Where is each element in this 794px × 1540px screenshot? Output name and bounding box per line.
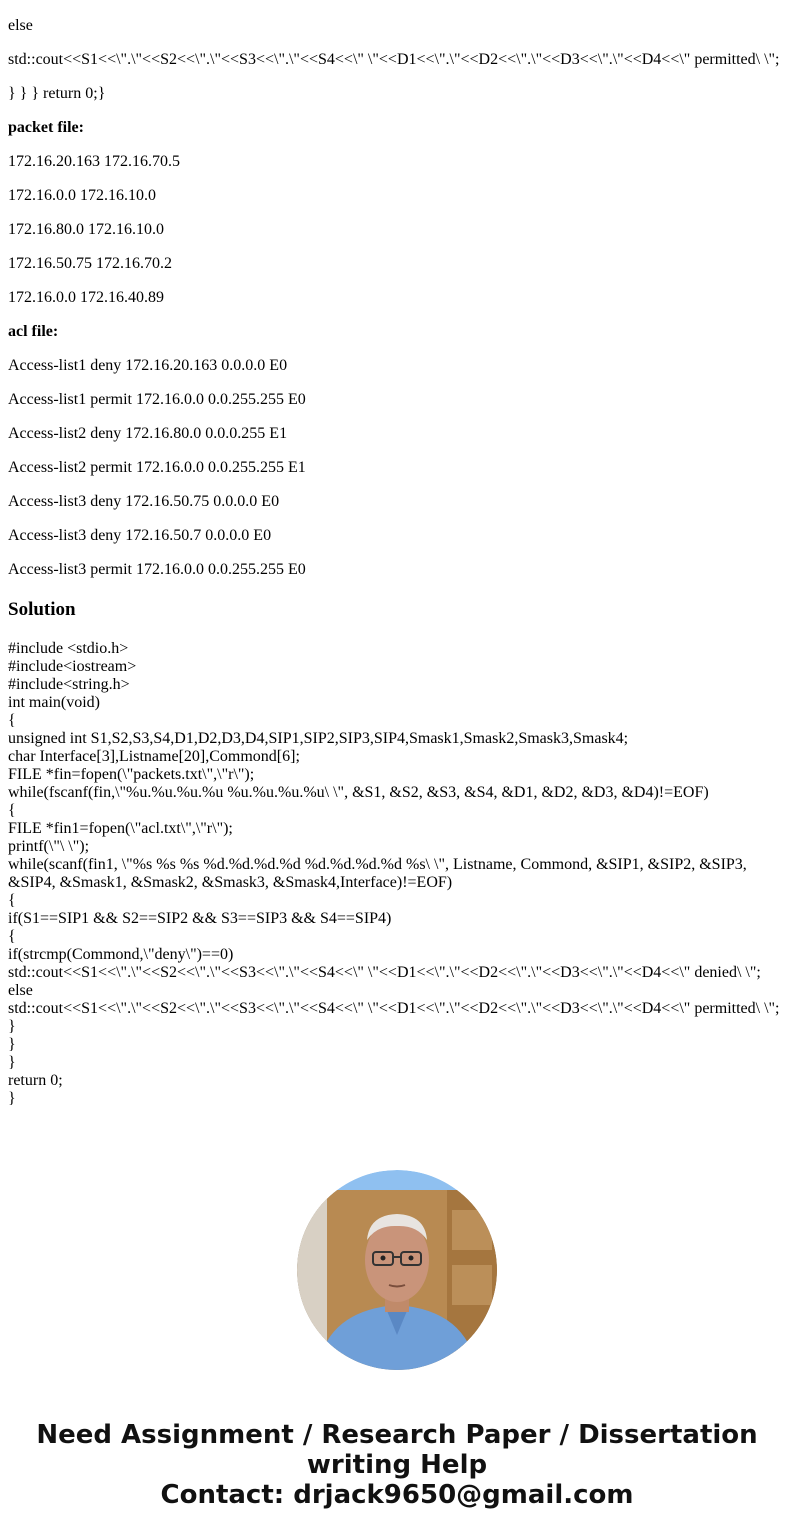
code-line: int main(void)	[8, 694, 100, 711]
code-line: {	[8, 802, 16, 819]
code-line: {	[8, 928, 16, 945]
code-line: std::cout<<S1<<\".\"<<S2<<\".\"<<S3<<\".\"<<S4<<\" \"<<D1<<\".\"<<D2<<\".\"<<D3<<\".\"<<D4<<\" denied\ \";	[8, 964, 761, 981]
acl-line: Access-list3 permit 172.16.0.0 0.0.255.255 E0	[8, 561, 306, 578]
code-line: else	[8, 982, 33, 999]
acl-line: Access-list1 permit 172.16.0.0 0.0.255.255 E0	[8, 391, 306, 408]
code-line: }	[8, 1090, 16, 1107]
promo-contact-line: Contact: drjack9650@gmail.com	[160, 1480, 634, 1510]
code-line: while(fscanf(fin,\"%u.%u.%u.%u %u.%u.%u.%u\ \", &S1, &S2, &S3, &S4, &D1, &D2, &D3, &D4)!=EOF)	[8, 784, 709, 801]
code-line: }	[8, 1018, 16, 1035]
code-line: FILE *fin=fopen(\"packets.txt\",\"r\");	[8, 766, 255, 783]
code-cout-permitted-line: std::cout<<S1<<\".\"<<S2<<\".\"<<S3<<\".\"<<S4<<\" \"<<D1<<\".\"<<D2<<\".\"<<D3<<\".\"<<D4<<\" permitted\ \";	[8, 51, 780, 68]
acl-line: Access-list1 deny 172.16.20.163 0.0.0.0 E0	[8, 357, 288, 374]
acl-line: Access-list2 permit 172.16.0.0 0.0.255.255 E1	[8, 459, 306, 476]
code-line: while(scanf(fin1, \"%s %s %s %d.%d.%d.%d %d.%d.%d.%d %s\ \", Listname, Commond, &SIP1, &SIP2, &SIP3, &SIP4, &Smask1, &Smask2, &Smask3, &Smask4,Interface)!=EOF)	[8, 856, 747, 891]
packet-line: 172.16.50.75 172.16.70.2	[8, 255, 172, 272]
code-line: }	[8, 1054, 16, 1071]
code-line: if(strcmp(Commond,\"deny\")==0)	[8, 946, 234, 963]
packet-line: 172.16.20.163 172.16.70.5	[8, 153, 180, 170]
packet-file-list	[8, 153, 786, 307]
promo-line-1: Need Assignment / Research Paper / Dissertation	[36, 1420, 758, 1450]
promo-banner	[0, 1420, 794, 1510]
author-avatar	[297, 1170, 497, 1370]
code-line: FILE *fin1=fopen(\"acl.txt\",\"r\");	[8, 820, 233, 837]
code-line: #include <stdio.h>	[8, 640, 129, 657]
promo-line-2: writing Help	[306, 1450, 488, 1480]
code-line: #include<iostream>	[8, 658, 137, 675]
code-line: #include<string.h>	[8, 676, 130, 693]
packet-file-heading: packet file:	[8, 119, 84, 136]
code-line: return 0;	[8, 1072, 63, 1089]
code-line: if(S1==SIP1 && S2==SIP2 && S3==SIP3 && S4==SIP4)	[8, 910, 392, 927]
acl-line: Access-list3 deny 172.16.50.75 0.0.0.0 E0	[8, 493, 280, 510]
acl-file-heading: acl file:	[8, 323, 59, 340]
code-line: char Interface[3],Listname[20],Commond[6];	[8, 748, 300, 765]
code-closing-line: } } } return 0;}	[8, 85, 106, 102]
code-line: std::cout<<S1<<\".\"<<S2<<\".\"<<S3<<\".\"<<S4<<\" \"<<D1<<\".\"<<D2<<\".\"<<D3<<\".\"<<D4<<\" permitted\ \";	[8, 1000, 780, 1017]
solution-heading: Solution	[8, 599, 76, 620]
packet-line: 172.16.0.0 172.16.10.0	[8, 187, 156, 204]
code-line: }	[8, 1036, 16, 1053]
acl-file-list	[8, 357, 786, 579]
packet-line: 172.16.0.0 172.16.40.89	[8, 289, 164, 306]
acl-line: Access-list2 deny 172.16.80.0 0.0.0.255 E1	[8, 425, 288, 442]
acl-line: Access-list3 deny 172.16.50.7 0.0.0.0 E0	[8, 527, 272, 544]
solution-code-block	[8, 640, 786, 1108]
code-line: {	[8, 892, 16, 909]
code-line: unsigned int S1,S2,S3,S4,D1,D2,D3,D4,SIP1,SIP2,SIP3,SIP4,Smask1,Smask2,Smask3,Smask4;	[8, 730, 629, 747]
document-content	[0, 17, 794, 1108]
packet-line: 172.16.80.0 172.16.10.0	[8, 221, 164, 238]
code-else-line: else	[8, 17, 33, 34]
author-portrait-icon	[297, 1170, 497, 1370]
code-line: printf(\"\ \");	[8, 838, 90, 855]
code-line: {	[8, 712, 16, 729]
